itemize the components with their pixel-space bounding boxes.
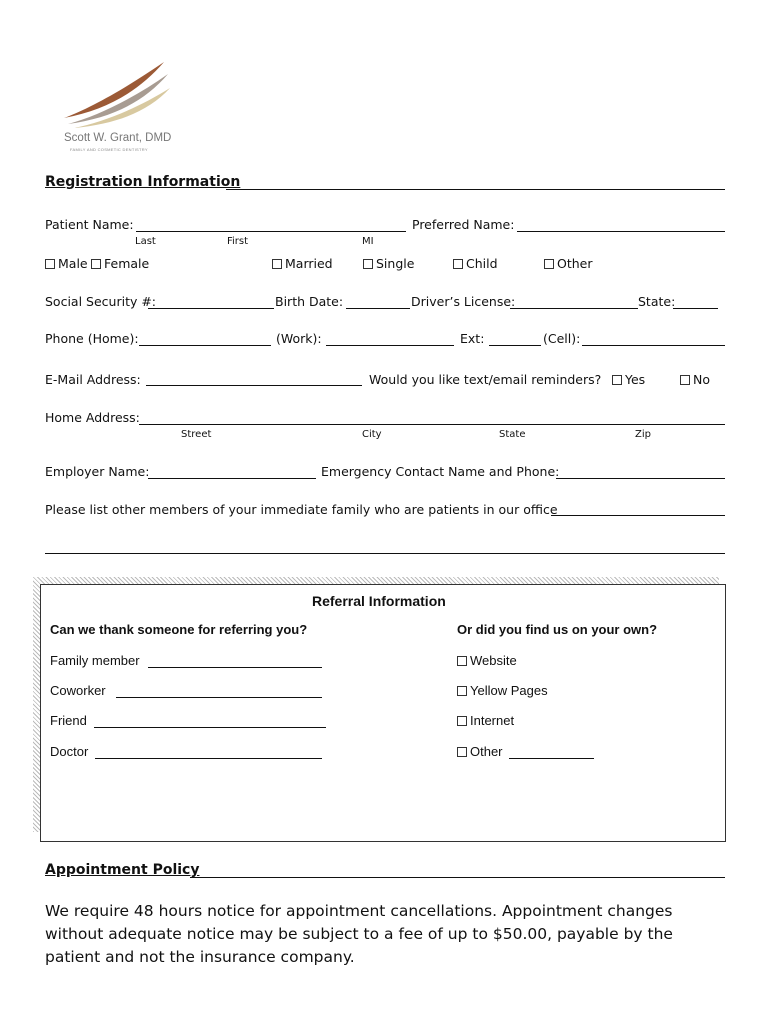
ext-label: Ext: <box>460 331 485 346</box>
checkbox-icon <box>453 259 463 269</box>
appointment-policy-heading: Appointment Policy <box>45 862 200 878</box>
checkbox-icon <box>680 375 690 385</box>
coworker-field[interactable] <box>116 697 322 698</box>
checkbox-icon <box>457 656 467 666</box>
checkbox-icon <box>544 259 554 269</box>
phone-home-label: Phone (Home): <box>45 331 139 346</box>
phone-cell-field[interactable] <box>582 345 725 346</box>
phone-work-field[interactable] <box>326 345 454 346</box>
sub-label-state: State <box>499 429 526 440</box>
doctor-field[interactable] <box>95 758 322 759</box>
checkbox-female[interactable]: Female <box>91 256 149 271</box>
heading-rule <box>226 189 725 190</box>
checkbox-other[interactable]: Other <box>544 256 593 271</box>
checkbox-icon <box>45 259 55 269</box>
email-label: E-Mail Address: <box>45 372 141 387</box>
checkbox-yellow-pages[interactable]: Yellow Pages <box>457 683 548 698</box>
emergency-contact-label: Emergency Contact Name and Phone: <box>321 464 560 479</box>
sub-label-mi: MI <box>362 236 374 247</box>
sub-label-zip: Zip <box>635 429 651 440</box>
email-field[interactable] <box>146 385 362 386</box>
friend-field[interactable] <box>94 727 326 728</box>
patient-name-field[interactable] <box>136 231 406 232</box>
referral-right-heading: Or did you find us on your own? <box>457 622 658 637</box>
drivers-license-field[interactable] <box>510 308 638 309</box>
preferred-name-label: Preferred Name: <box>412 217 515 232</box>
checkbox-icon <box>363 259 373 269</box>
checkbox-icon <box>91 259 101 269</box>
home-address-label: Home Address: <box>45 410 140 425</box>
checkbox-icon <box>272 259 282 269</box>
sub-label-street: Street <box>181 429 212 440</box>
appointment-policy-text: We require 48 hours notice for appointment cancellations. Appointment changes without adequate notice may be subject to a fee of up to $50.00, payable by the patient and not the insurance company. <box>45 902 673 966</box>
checkbox-reminders-yes[interactable]: Yes <box>612 372 645 387</box>
referral-other-field[interactable] <box>509 758 594 759</box>
referral-left-heading: Can we thank someone for referring you? <box>50 622 308 637</box>
employer-label: Employer Name: <box>45 464 150 479</box>
birth-date-label: Birth Date: <box>275 294 344 309</box>
ext-field[interactable] <box>489 345 541 346</box>
checkbox-icon <box>457 716 467 726</box>
checkbox-icon <box>612 375 622 385</box>
preferred-name-field[interactable] <box>517 231 725 232</box>
sub-label-last: Last <box>135 236 156 247</box>
patient-name-label: Patient Name: <box>45 217 134 232</box>
drivers-license-label: Driver’s License: <box>411 294 516 309</box>
checkbox-referral-other[interactable]: Other <box>457 744 503 759</box>
checkbox-single[interactable]: Single <box>363 256 414 271</box>
family-members-field[interactable] <box>551 515 725 516</box>
referral-heading: Referral Information <box>312 593 446 609</box>
coworker-label: Coworker <box>50 683 106 698</box>
emergency-contact-field[interactable] <box>556 478 725 479</box>
sub-label-first: First <box>227 236 249 247</box>
friend-label: Friend <box>50 713 87 728</box>
employer-field[interactable] <box>148 478 316 479</box>
phone-home-field[interactable] <box>139 345 271 346</box>
ssn-field[interactable] <box>148 308 274 309</box>
checkbox-website[interactable]: Website <box>457 653 517 668</box>
state-field[interactable] <box>673 308 718 309</box>
registration-heading: Registration Information <box>45 174 241 190</box>
logo-name: Scott W. Grant, DMD <box>64 132 172 144</box>
practice-logo <box>46 48 184 168</box>
checkbox-child[interactable]: Child <box>453 256 498 271</box>
logo-tagline: FAMILY AND COSMETIC DENTISTRY <box>70 147 148 152</box>
checkbox-reminders-no[interactable]: No <box>680 372 710 387</box>
policy-heading-rule <box>190 877 725 878</box>
family-members-field-2[interactable] <box>45 553 725 554</box>
phone-cell-label: (Cell): <box>543 331 581 346</box>
reminders-question: Would you like text/email reminders? <box>369 372 602 387</box>
phone-work-label: (Work): <box>276 331 322 346</box>
checkbox-icon <box>457 747 467 757</box>
family-member-label: Family member <box>50 653 140 668</box>
doctor-label: Doctor <box>50 744 89 759</box>
state-label: State: <box>638 294 676 309</box>
birth-date-field[interactable] <box>346 308 410 309</box>
family-members-label: Please list other members of your immediate family who are patients in our office <box>45 502 558 517</box>
sub-label-city: City <box>362 429 382 440</box>
referral-section <box>40 584 726 842</box>
checkbox-icon <box>457 686 467 696</box>
checkbox-male[interactable]: Male <box>45 256 88 271</box>
checkbox-married[interactable]: Married <box>272 256 333 271</box>
checkbox-internet[interactable]: Internet <box>457 713 514 728</box>
family-member-field[interactable] <box>148 667 322 668</box>
ssn-label: Social Security #: <box>45 294 157 309</box>
home-address-field[interactable] <box>139 424 725 425</box>
